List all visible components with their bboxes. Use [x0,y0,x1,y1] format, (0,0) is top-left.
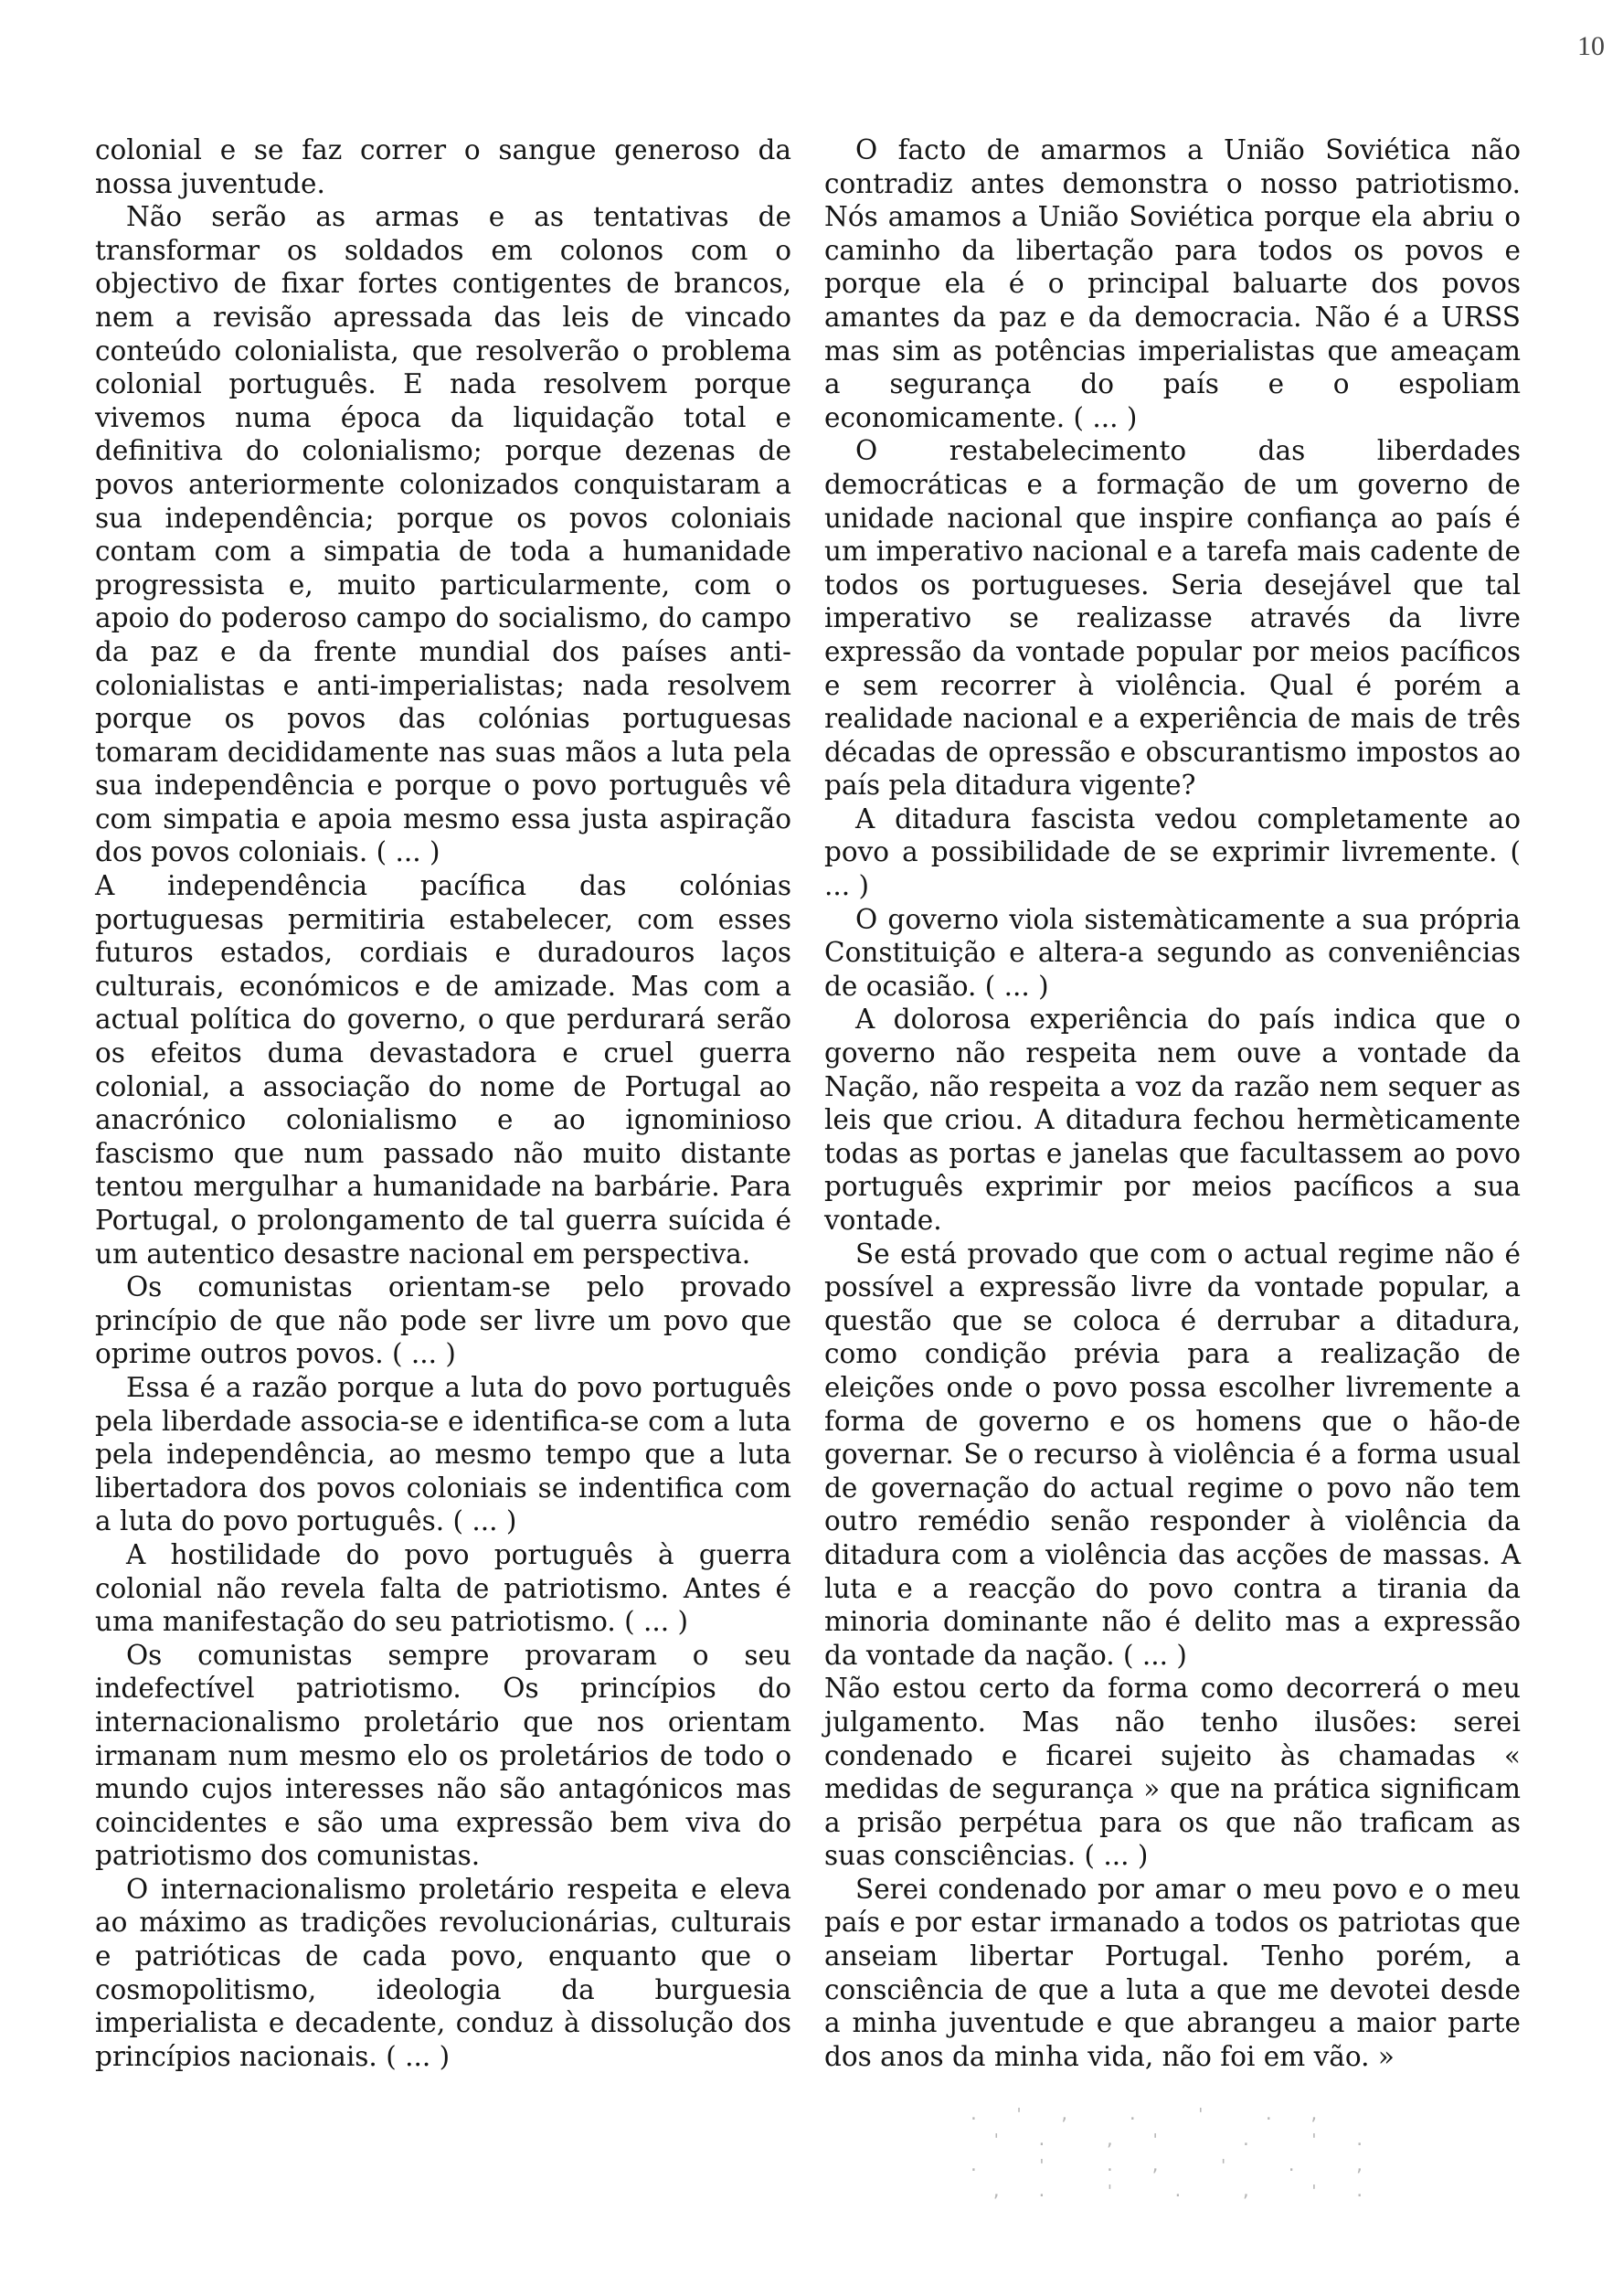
paragraph: Os comunistas orientam-se pelo provado princípio de que não pode ser livre um povo que oprime outros povos. ( ... ) [95,1271,791,1370]
paragraph: Serei condenado por amar o meu povo e o meu país e por estar irmanado a todos os patriotas que anseiam libertar Portugal. Tenho porém, a consciência de que a luta a que me devotei desde a minha juventude e que abrangeu a maior parte dos anos da minha vida, não foi em vão. » [824,1873,1521,2072]
page-number: 10 [1577,31,1605,61]
paragraph: O internacionalismo proletário respeita e eleva ao máximo as tradições revolucionárias, culturais e patrióticas de cada povo, enquanto que o cosmopolitismo, ideologia da burguesia imperialista e decadente, conduz à dissolução dos princípios nacionais. ( ... ) [95,1873,791,2072]
paragraph: Essa é a razão porque a luta do povo português pela liberdade associa-se e identifica-se com a luta pela independência, ao mesmo tempo que a luta libertadora dos povos coloniais se indentifica com a luta do povo português. ( ... ) [95,1371,791,1537]
paragraph: Não estou certo da forma como decorrerá o meu julgamento. Mas não tenho ilusões: serei condenado e ficarei sujeito às chamadas « medidas de segurança » que na prática significam a prisão perpétua para os que não traficam as suas consciências. ( ... ) [824,1673,1521,1872]
paragraph: Não serão as armas e as tentativas de transformar os soldados em colonos com o objectivo de fixar fortes contigentes de brancos, nem a revisão apressada das leis de vincado conteúdo colonialista, que resolverão o problema colonial português. E nada resolvem porque vivemos numa época da liquidação total e definitiva do colonialismo; porque dezenas de povos anteriormente colonizados conquistaram a sua independência; porque os povos coloniais contam com a simpatia de toda a humanidade progressista e, muito particularmente, com o apoio do poderoso campo do socialismo, do campo da paz e da frente mundial dos países anti-colonialistas e anti-imperialistas; nada resolvem porque os povos das colónias portuguesas tomaram decididamente nas suas mãos a luta pela sua independência e porque o povo português vê com simpatia e apoia mesmo essa justa aspiração dos povos coloniais. ( ... ) [95,201,791,868]
paragraph: Os comunistas sempre provaram o seu indefectível patriotismo. Os princípios do internacionalismo proletário que nos orientam irmanam num mesmo elo os proletários de todo o mundo cujos interesses não são antagónicos mas coincidentes e são uma expressão bem viva do patriotismo dos comunistas. [95,1639,791,1872]
paragraph: A hostilidade do povo português à guerra colonial não revela falta de patriotismo. Antes é uma manifestação do seu patriotismo. ( ... ) [95,1538,791,1638]
paragraph: O restabelecimento das liberdades democráticas e a formação de um governo de unidade nacional que inspire confiança ao país é um imperativo nacional e a tarefa mais cadente de todos os portugueses. Seria desejável que tal imperativo se realizasse através da livre expressão da vontade popular por meios pacíficos e sem recorrer à violência. Qual é porém a realidade nacional e a experiência de mais de três décadas de opressão e obscurantismo impostos ao país pela ditadura vigente? [824,435,1521,802]
paragraph: A dolorosa experiência do país indica que o governo não respeita nem ouve a vontade da Nação, não respeita a voz da razão nem sequer as leis que criou. A ditadura fechou hermèticamente todas as portas e janelas que facultassem ao povo português exprimir por meios pacíficos a sua vontade. [824,1004,1521,1236]
paragraph: O governo viola sistemàticamente a sua própria Constituição e altera-a segundo as conveniências de ocasião. ( ... ) [824,903,1521,1002]
paragraph: A ditadura fascista vedou completamente ao povo a possibilidade de se exprimir livremente. ( ... ) [824,803,1521,902]
paragraph: A independência pacífica das colónias portuguesas permitiria estabelecer, com esses futuros estados, cordiais e duradouros laços culturais, económicos e de amizade. Mas com a actual política do governo, o que perdurará serão os efeitos duma devastadora e cruel guerra colonial, a associação do nome de Portugal ao anacrónico colonialismo e ao ignominioso fascismo que num passado não muito distante tentou mergulhar a humanidade na barbárie. Para Portugal, o prolongamento de tal guerra suícida é um autentico desastre nacional em perspectiva. [95,870,791,1270]
paragraph: Se está provado que com o actual regime não é possível a expressão livre da vontade popular, a questão que se coloca é derrubar a ditadura, como condição prévia para a realização de eleições onde o povo possa escolher livremente a forma de governo e os homens que o hão-de governar. Se o recurso à violência é a forma usual de governação do actual regime o povo não tem outro remédio senão responder à violência da ditadura com a violência das acções de massas. A luta e a reacção do povo contra a tirania da minoria dominante não é delito mas a expressão da vontade da nação. ( ... ) [824,1238,1521,1671]
left-text-column [95,133,791,2073]
paragraph: colonial e se faz correr o sangue generoso da nossa juventude. [95,134,791,199]
right-text-column [824,133,1521,2073]
paragraph: O facto de amarmos a União Soviética não contradiz antes demonstra o nosso patriotismo. Nós amamos a União Soviética porque ela abriu o caminho da libertação para todos os povos e porque ela é o principal baluarte dos povos amantes da paz e da democracia. Não é a URSS mas sim as potências imperialistas que ameaçam a segurança do país e o espoliam economicamente. ( ... ) [824,134,1521,433]
print-speckle-noise: . ' , . ' . , ' . , ' . ' . . ' . , ' . , , . ' . , ' . [969,2105,1378,2201]
